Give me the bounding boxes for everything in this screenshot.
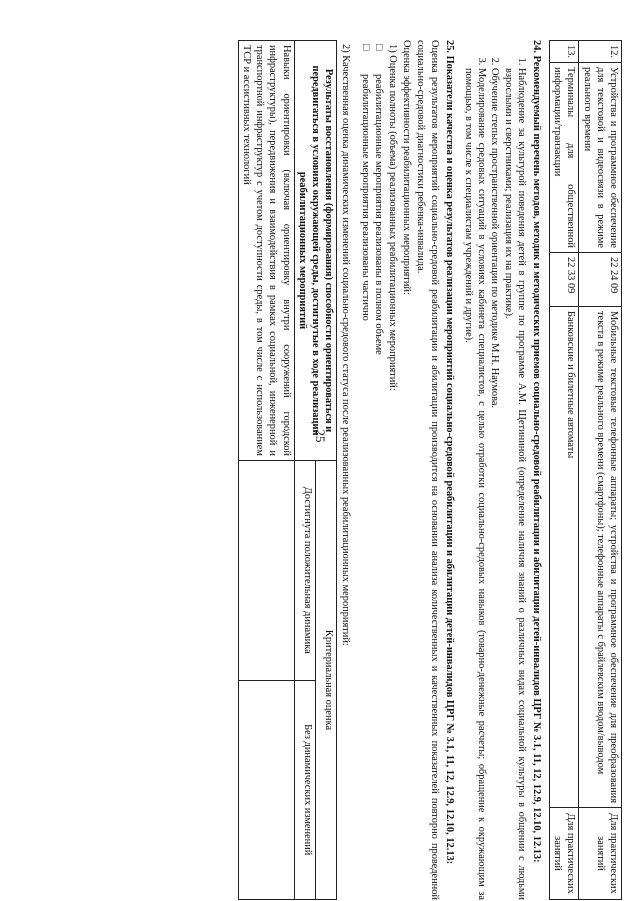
criteria-header: Критериальная оценка: [315, 461, 336, 900]
list-item: 1. Наблюдение за культурой поведения детей в группе по программе А.М. Щетининой (определение наличия знаний о различных видах социальной культуры в общении с людьми взрослыми и сверстниками; реализация их на практике).: [501, 68, 527, 900]
positive-dynamics-cell: [238, 461, 294, 681]
table-row: [549, 41, 578, 900]
checkbox-option-full: [372, 44, 385, 900]
device-code: 22 33 09: [549, 253, 578, 307]
checkbox-option-partial: [358, 44, 371, 900]
dynamics-label: 2) Качественная оценка динамических изменений социально-средового статуса после реализованных реабилитационных мероприятий:: [340, 44, 352, 646]
device-code: 22 24 09: [579, 253, 622, 307]
methods-list: [462, 40, 528, 900]
table-row: [238, 41, 294, 900]
positive-dynamics-header: Достигнута положительная динамика: [294, 461, 315, 681]
completeness-label: 1) Оценка полноты (объема) реализованных реабилитационных мероприятий:: [386, 44, 398, 391]
assistive-devices-table: [549, 40, 622, 900]
device-name: Устройства и программное обеспечение для текстовой и видеосвязи в режиме реального времени: [579, 63, 622, 253]
assessment-intro: Оценка результатов мероприятий социально-средовой реабилитации и абилитации производится на основании анализа количественных и качественных показателей повторно проведенной социально-средовой диагностики ребенка-инвалида.: [415, 40, 440, 900]
page-number: 25: [313, 429, 328, 443]
completeness-options: [358, 44, 384, 900]
option-label: реабилитационные мероприятия реализованы в полном объеме: [372, 74, 384, 355]
device-name: Терминалы для общественной информации/транзакции: [549, 63, 578, 253]
device-description: Мобильные текстовые телефонные аппараты; устройства и программное обеспечение для преобразования текста в режиме реального времени (смартфоны); телефонные аппараты с брайлевским вводом/выводом: [579, 307, 622, 808]
section-24-heading: 24. Рекомендуемый перечень методов, методик и методических приемов социально-средовой реабилитации и абилитации детей-инвалидов ЦРГ № 3.1, 11, 12, 12.9, 12.10, 12.13:: [530, 40, 542, 863]
row-number: 12.: [579, 41, 622, 63]
device-purpose: Для практических занятий: [549, 808, 578, 900]
no-dynamics-cell: [238, 680, 294, 900]
device-description: Банковские и билетные автоматы: [549, 307, 578, 808]
row-number: 13.: [549, 41, 578, 63]
option-label: реабилитационные мероприятия реализованы частично: [359, 74, 371, 321]
table-row: [579, 41, 622, 900]
effectiveness-label: Оценка эффективности реабилитационных мероприятий:: [401, 40, 413, 295]
dynamics-table: [238, 40, 337, 900]
device-purpose: Для практических занятий: [579, 808, 622, 900]
table-header-row: [315, 41, 336, 900]
section-25-heading: 25. Показатели качества и оценка результатов реализации мероприятий социально-средовой реабилитации и абилитации детей-инвалидов ЦРГ № 3.1, 11, 12, 12.9, 12.10, 12.13:: [443, 40, 455, 865]
results-header: Результаты восстановления (формирования) способности ориентироваться и передвигаться в условиях окружающей среды, достигнутые в ходе реализации реабилитационных мероприятий: [294, 41, 337, 461]
no-dynamics-header: Без динамических изменений: [294, 680, 315, 900]
document-body: [32, 40, 622, 900]
skill-description: Навыки ориентировки (включая ориентировку внутри сооружений городской инфраструктуры), передвижения и взаимодействия в рамках социальной, инженерной и транспортной инфраструктур с учетом доступности среды, в том числе с использованием ТСР и ассистивных технологий: [238, 41, 294, 461]
list-item: 2. Обучение степых пространственной ориентации по методике М.Н. Наумова.: [488, 68, 501, 900]
list-item: 3. Моделирование средовых ситуаций в условиях кабинета специалистов, с целью отработки социально-средовых навыков (товарно-денежные расчеты; обращение к окружающим за помощью, в том числе к специалистам учреждений и другие).: [462, 68, 488, 900]
